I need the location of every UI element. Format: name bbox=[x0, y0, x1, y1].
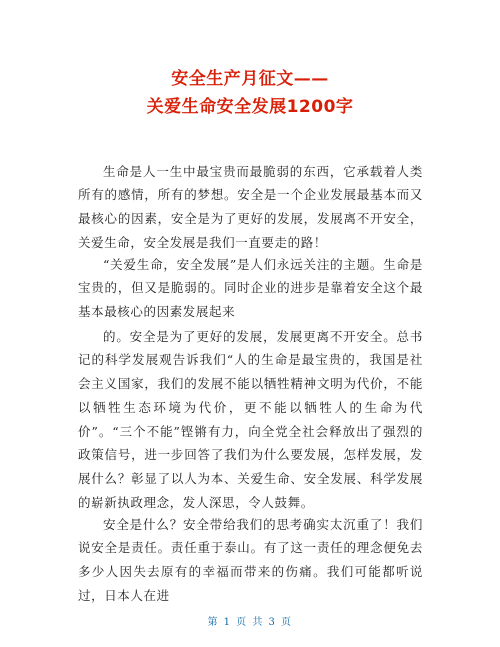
body-paragraph-1: 生命是人一生中最宝贵而最脆弱的东西，它承载着人类所有的感情，所有的梦想。安全是一个企业发展最基本而又最核心的因素，安全是为了更好的发展，发展离不开安全，关爱生命，安全发展是我们一直要走的路！ bbox=[78, 163, 423, 250]
body-paragraph-3: 的。安全是为了更好的发展，发展更离不开安全。总书记的科学发展观告诉我们“人的生命是最宝贵的，我国是社会主义国家，我们的发展不能以牺牲精神文明为代价，不能以牺牲生态环境为代价，更不能以牺牲人的生命为代价”。“三个不能”铿锵有力，向全党全社会释放出了强烈的政策信号，进一步回答了我们为什么要发展，怎样发展，发展什么？彰显了以人为本、关爱生命、安全发展、科学发展的崭新执政理念，发人深思，令人鼓舞。 bbox=[78, 328, 423, 511]
document-title-line-2: 关爱生命安全发展1200字 bbox=[146, 97, 354, 117]
body-paragraph-2: “关爱生命，安全发展”是人们永远关注的主题。生命是宝贵的，但又是脆弱的。同时企业的进步是靠着安全这个最基本最核心的因素发展起来 bbox=[78, 256, 423, 320]
body-paragraph-4: 安全是什么？安全带给我们的思考确实太沉重了！我们说安全是责任。责任重于泰山。有了这一责任的理念便免去多少人因失去原有的幸福而带来的伤痛。我们可能都听说过，日本人在进 bbox=[78, 516, 423, 603]
page-number-footer: 第 1 页 共 3 页 bbox=[207, 617, 293, 628]
document-title-line-1: 安全生产月征文—— bbox=[171, 69, 329, 89]
